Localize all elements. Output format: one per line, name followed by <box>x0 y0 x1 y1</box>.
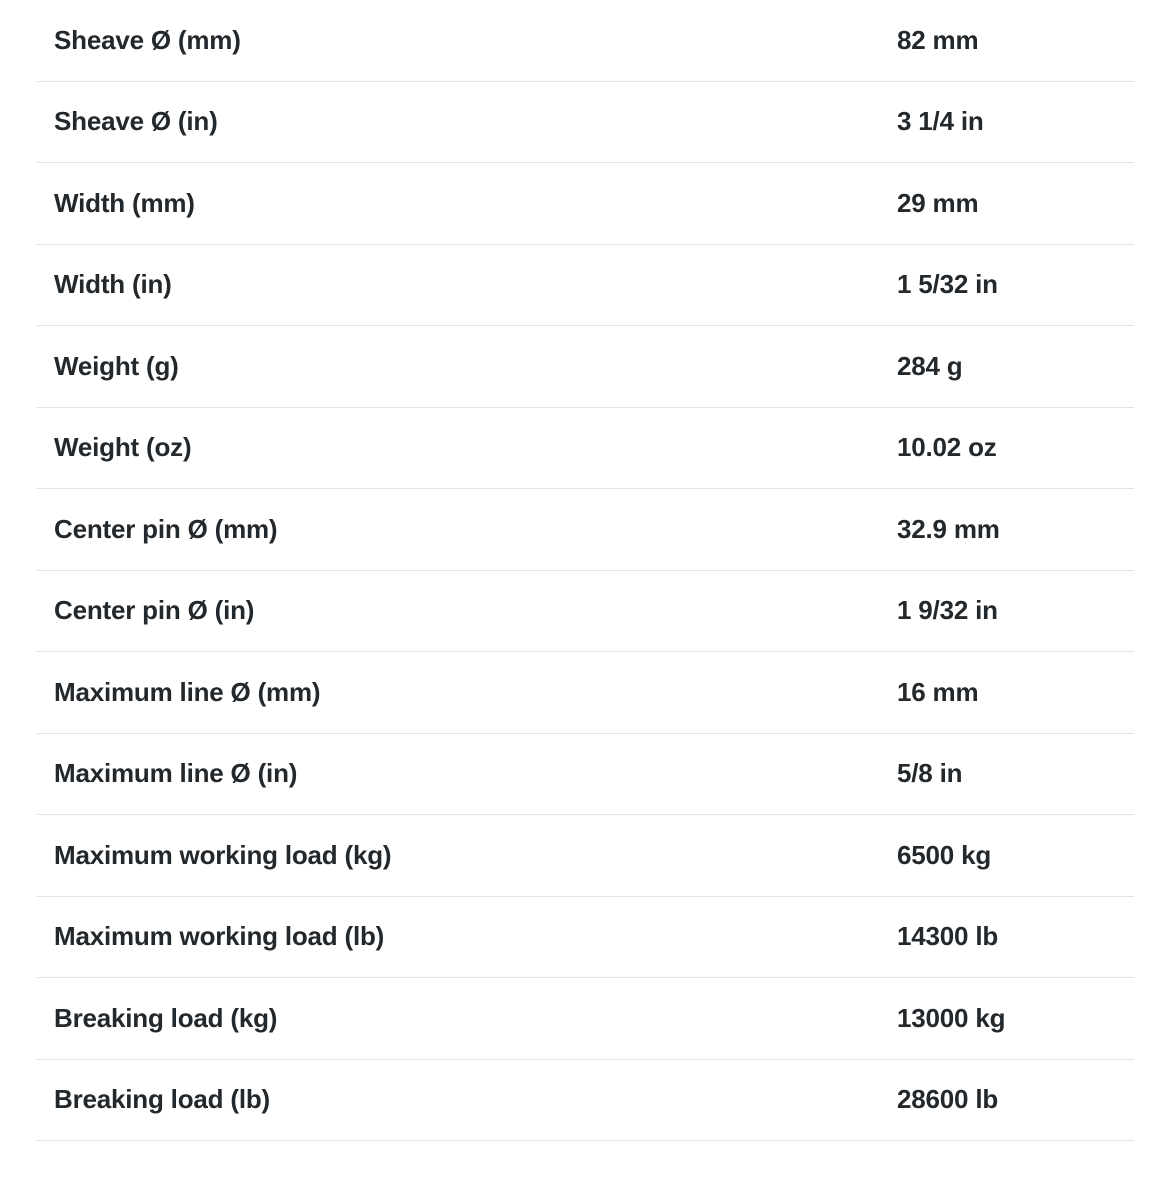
table-row <box>36 245 1134 327</box>
spec-label: Center pin Ø (in) <box>54 595 255 626</box>
spec-value: 28600 lb <box>897 1084 999 1115</box>
spec-label: Maximum line Ø (mm) <box>54 676 321 707</box>
spec-label: Sheave Ø (in) <box>54 106 218 137</box>
spec-value: 1 9/32 in <box>897 595 998 626</box>
spec-value: 1 5/32 in <box>897 269 998 300</box>
spec-label: Maximum working load (kg) <box>54 839 392 870</box>
spec-label: Width (in) <box>54 269 172 300</box>
spec-label: Breaking load (kg) <box>54 1002 278 1033</box>
spec-label: Sheave Ø (mm) <box>54 24 241 55</box>
table-row <box>36 408 1134 490</box>
spec-value: 13000 kg <box>897 1002 1006 1033</box>
table-row <box>36 978 1134 1060</box>
spec-label: Breaking load (lb) <box>54 1084 270 1115</box>
table-row <box>36 734 1134 816</box>
spec-value: 284 g <box>897 350 963 381</box>
table-row <box>36 815 1134 897</box>
table-row <box>36 1060 1134 1142</box>
spec-label: Maximum line Ø (in) <box>54 758 298 789</box>
spec-label: Width (mm) <box>54 187 195 218</box>
table-row <box>36 326 1134 408</box>
spec-value: 29 mm <box>897 187 979 218</box>
table-row <box>36 489 1134 571</box>
spec-label: Weight (oz) <box>54 432 192 463</box>
table-row <box>36 652 1134 734</box>
spec-value: 16 mm <box>897 676 979 707</box>
table-row <box>36 571 1134 653</box>
spec-value: 10.02 oz <box>897 432 997 463</box>
spec-value: 6500 kg <box>897 839 992 870</box>
table-row <box>36 0 1134 82</box>
spec-label: Center pin Ø (mm) <box>54 513 278 544</box>
table-row <box>36 163 1134 245</box>
table-row <box>36 82 1134 164</box>
spec-value: 5/8 in <box>897 758 963 789</box>
spec-value: 14300 lb <box>897 921 999 952</box>
spec-label: Maximum working load (lb) <box>54 921 385 952</box>
spec-value: 82 mm <box>897 24 979 55</box>
spec-value: 32.9 mm <box>897 513 1000 544</box>
spec-value: 3 1/4 in <box>897 106 984 137</box>
spec-label: Weight (g) <box>54 350 179 381</box>
table-row <box>36 897 1134 979</box>
